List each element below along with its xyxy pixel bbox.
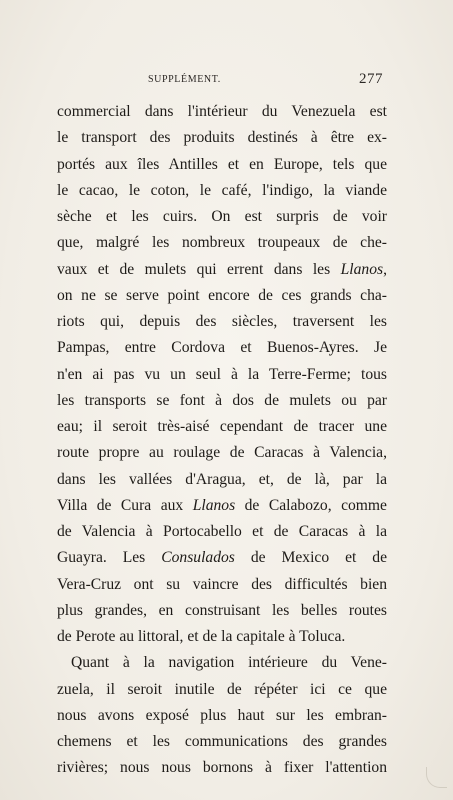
- text-line: le cacao, le coton, le café, l'indigo, la viande: [57, 181, 387, 199]
- text-line: Pampas, entre Cordova et Buenos-Ayres. Je: [57, 339, 387, 357]
- text-line: portés aux îles Antilles et en Europe, tels que: [57, 155, 387, 173]
- text-segment: ,: [383, 260, 387, 278]
- italic-term: Consulados: [161, 549, 235, 567]
- text-segment: Guayra. Les: [57, 549, 162, 567]
- page-header: [60, 71, 383, 94]
- italic-term: Llanos: [340, 260, 384, 278]
- text-line: route propre au roulage de Caracas à Valencia,: [57, 444, 387, 462]
- text-segment: de Mexico et de: [234, 549, 388, 567]
- text-line: Vera-Cruz ont su vaincre des difficultés bien: [57, 575, 387, 593]
- text-segment: vaux et de mulets qui errent dans les: [57, 260, 341, 278]
- text-line: que, malgré les nombreux troupeaux de che-: [57, 234, 387, 252]
- text-line: de Valencia à Portocabello et de Caracas à la: [57, 523, 387, 540]
- text-line: eau; il seroit très-aisé cependant de tracer une: [57, 418, 387, 435]
- text-line: chemens et les communications des grandes: [57, 733, 387, 750]
- page-number: 277: [359, 71, 383, 87]
- text-line: riots qui, depuis des siècles, traversent les: [57, 313, 387, 330]
- text-line: n'en ai pas vu un seul à la Terre-Ferme; tous: [57, 365, 387, 383]
- text-line: nous avons exposé plus haut sur les embran-: [57, 706, 387, 724]
- page-corner-mark: [426, 767, 447, 788]
- text-line: [57, 257, 387, 283]
- text-line: on ne se serve point encore de ces grands cha-: [57, 286, 387, 304]
- text-line: commercial dans l'intérieur du Venezuela est: [57, 103, 387, 120]
- text-line: rivières; nous nous bornons à fixer l'attention: [57, 759, 387, 777]
- text-line: les transports se font à dos de mulets ou par: [57, 391, 387, 409]
- text-line: dans les vallées d'Aragua, et, de là, par la: [57, 470, 387, 488]
- text-line: [57, 493, 387, 519]
- italic-term: Llanos: [192, 496, 236, 514]
- body-text: [57, 99, 387, 782]
- text-segment: Villa de Cura aux: [57, 496, 193, 514]
- text-line: de Perote au littoral, et de la capitale à Toluca.: [57, 628, 346, 645]
- text-line: [57, 545, 387, 571]
- text-line: zuela, il seroit inutile de répéter ici ce que: [57, 680, 387, 698]
- text-line: plus grandes, en construisant les belles routes: [57, 601, 387, 619]
- text-line: sèche et les cuirs. On est surpris de voir: [57, 208, 387, 225]
- running-head: SUPPLÉMENT.: [148, 74, 221, 85]
- text-line: le transport des produits destinés à être ex-: [57, 129, 387, 147]
- text-line: Quant à la navigation intérieure du Vene-: [71, 654, 387, 672]
- text-segment: de Calabozo, comme: [235, 496, 387, 514]
